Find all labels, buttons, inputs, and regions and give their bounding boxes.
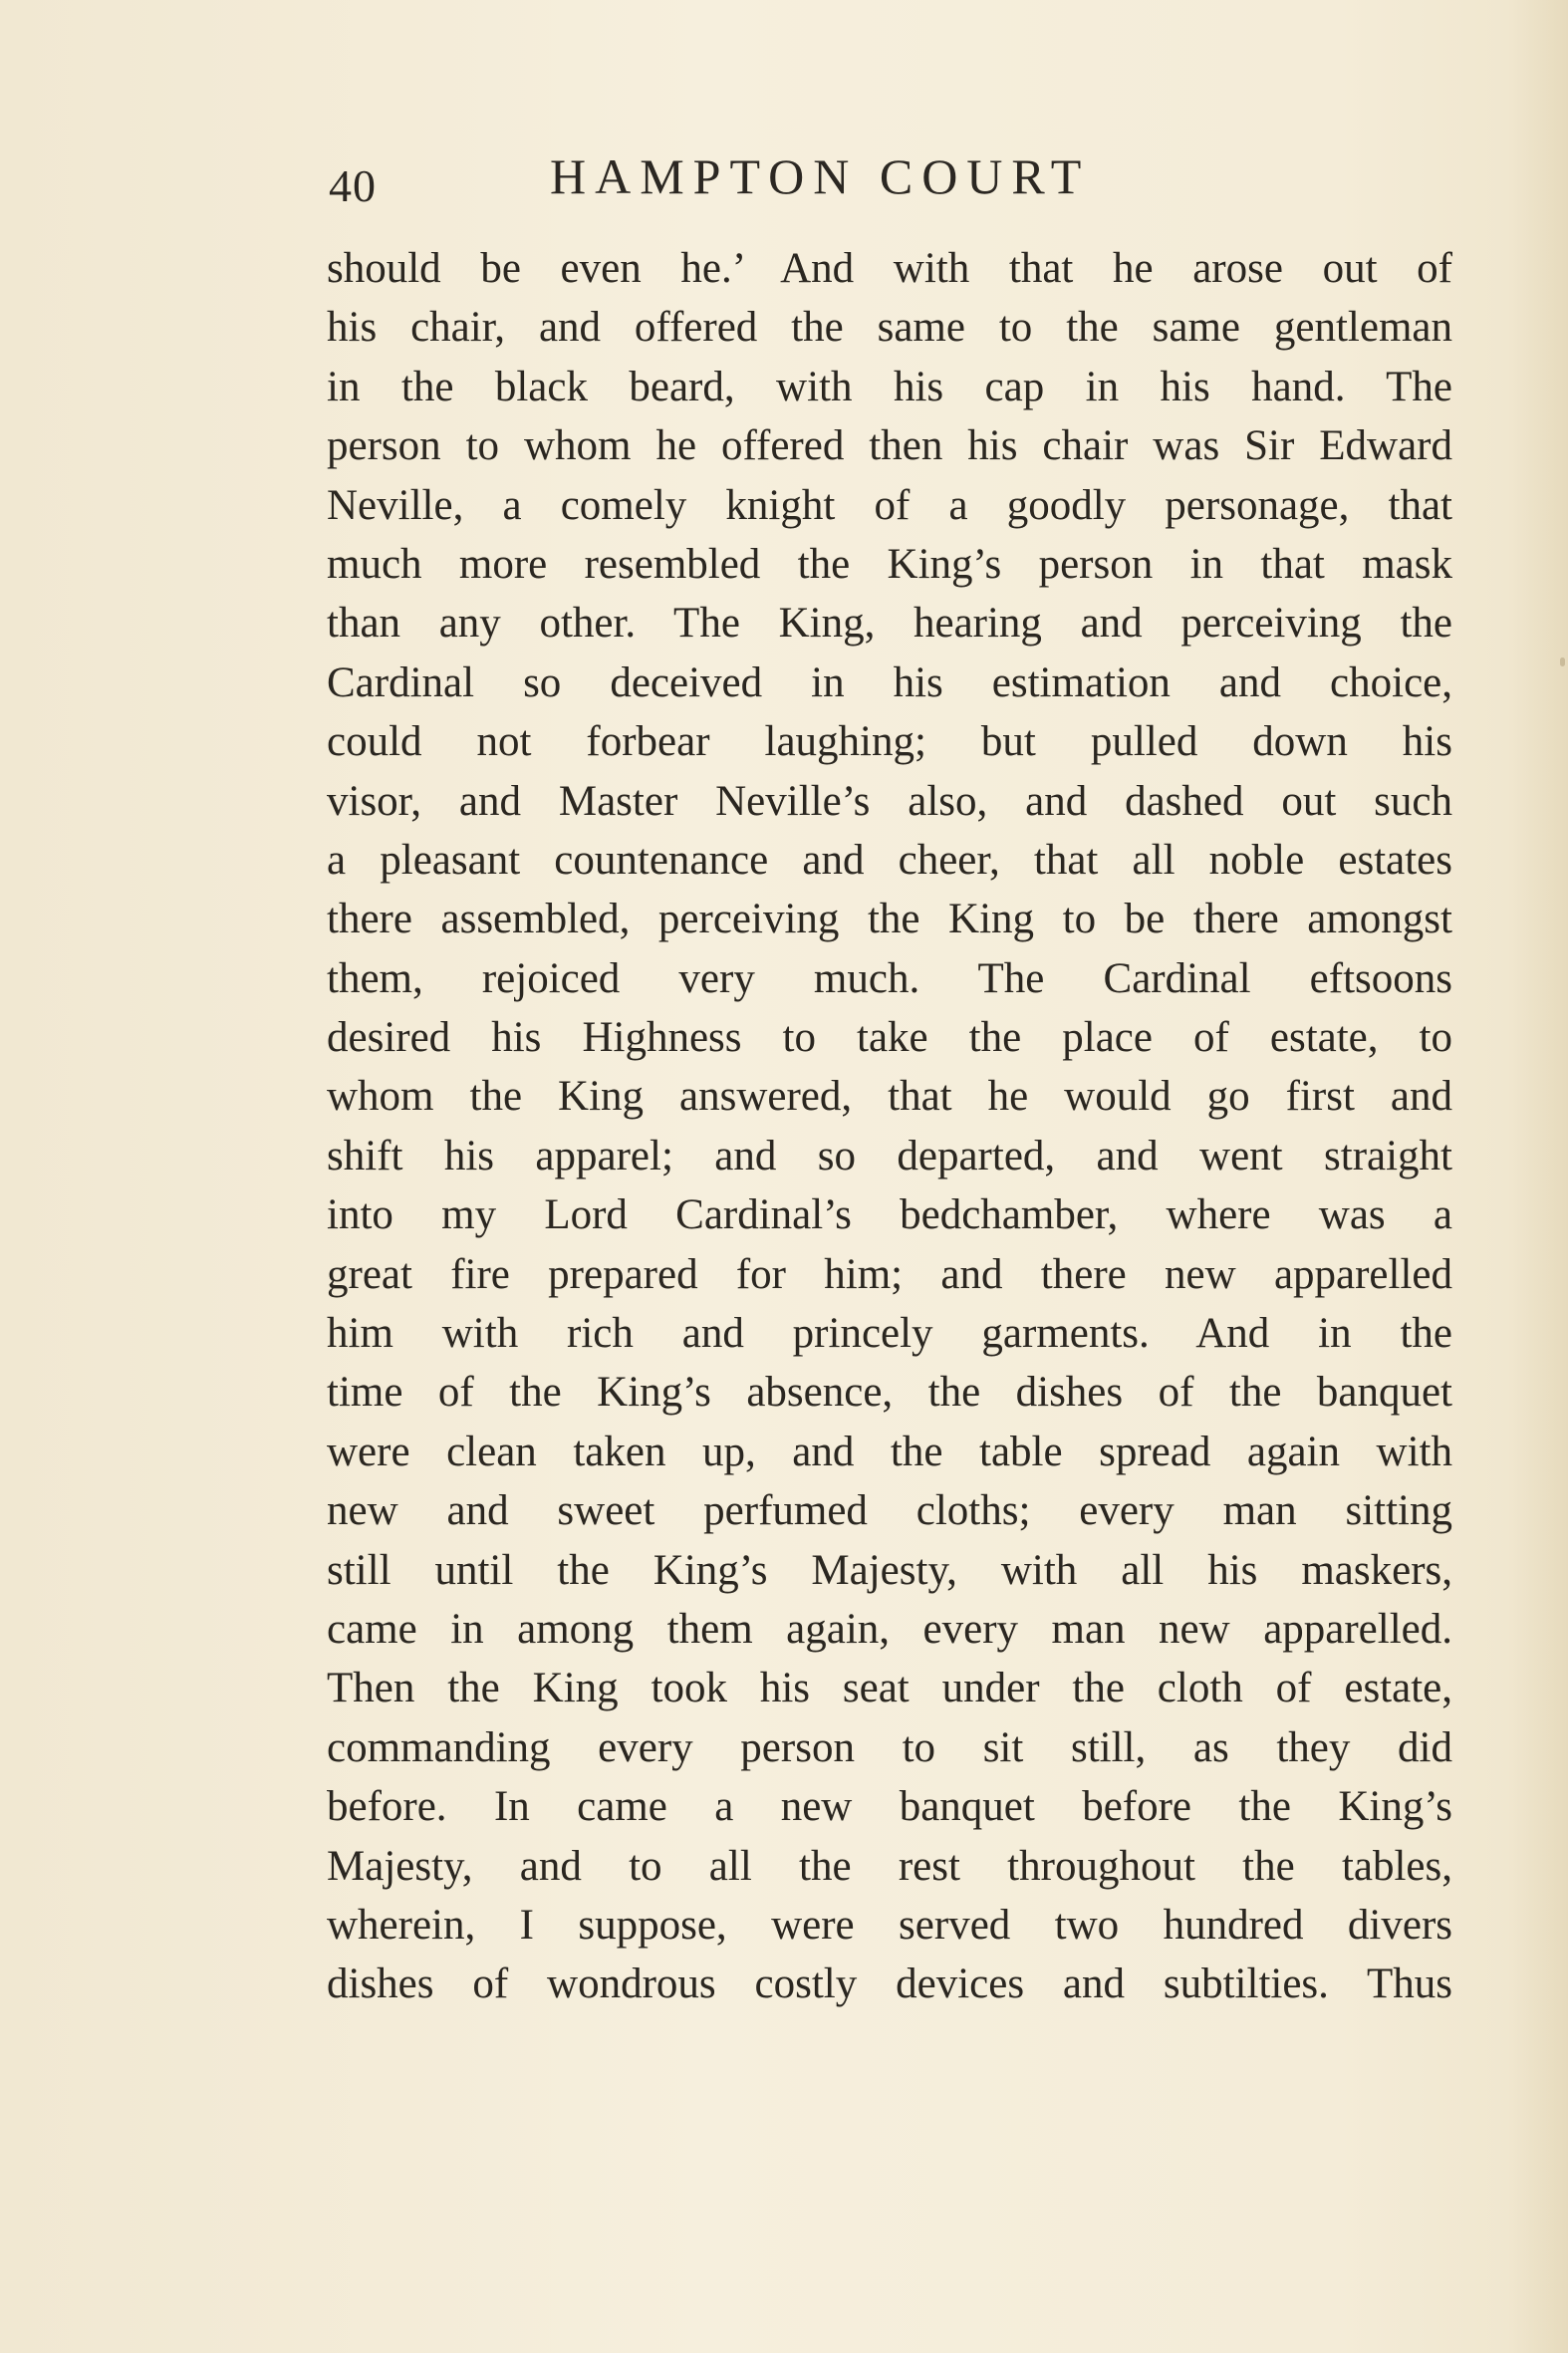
paper-speck	[1560, 657, 1565, 666]
text-line: wherein, I suppose, were served two hundred divers	[327, 1901, 1452, 1949]
text-line: in the black beard, with his cap in his hand. The	[327, 363, 1452, 410]
text-line: still until the King’s Majesty, with all his maskers,	[327, 1546, 1452, 1594]
text-line: Cardinal so deceived in his estimation and choice,	[327, 658, 1452, 706]
text-line: than any other. The King, hearing and perceiving the	[327, 600, 1452, 648]
text-line: shift his apparel; and so departed, and went straight	[327, 1132, 1452, 1179]
text-line: were clean taken up, and the table spread again with	[327, 1428, 1452, 1475]
running-title: HAMPTON COURT	[550, 148, 1091, 204]
body-text	[327, 239, 1452, 2014]
text-line: came in among them again, every man new apparelled.	[327, 1605, 1452, 1653]
text-line: whom the King answered, that he would go first and	[327, 1073, 1452, 1121]
text-line: into my Lord Cardinal’s bedchamber, where was a	[327, 1191, 1452, 1239]
page-header	[329, 147, 1225, 217]
text-line: Then the King took his seat under the cloth of estate,	[327, 1665, 1452, 1712]
page-edge-shadow	[1508, 0, 1568, 2353]
text-line: dishes of wondrous costly devices and subtilties. Thus	[327, 1961, 1452, 2008]
text-line: his chair, and offered the same to the same gentleman	[327, 304, 1452, 352]
text-line: desired his Highness to take the place of estate, to	[327, 1014, 1452, 1062]
text-line: should be even he.’ And with that he arose out of	[327, 245, 1452, 292]
page-number: 40	[329, 160, 377, 211]
text-line: could not forbear laughing; but pulled down his	[327, 718, 1452, 766]
text-line: before. In came a new banquet before the King’s	[327, 1783, 1452, 1831]
text-line: time of the King’s absence, the dishes of the banquet	[327, 1369, 1452, 1417]
text-line: Neville, a comely knight of a goodly personage, that	[327, 481, 1452, 529]
text-line: Majesty, and to all the rest throughout the tables,	[327, 1842, 1452, 1890]
text-line: a pleasant countenance and cheer, that all noble estates	[327, 836, 1452, 884]
text-line: visor, and Master Neville’s also, and dashed out such	[327, 777, 1452, 825]
text-line: there assembled, perceiving the King to be there amongst	[327, 896, 1452, 943]
text-line: person to whom he offered then his chair was Sir Edward	[327, 422, 1452, 470]
text-line: commanding every person to sit still, as they did	[327, 1723, 1452, 1771]
text-line: great fire prepared for him; and there new apparelled	[327, 1250, 1452, 1298]
text-line: him with rich and princely garments. And in the	[327, 1310, 1452, 1358]
text-line: much more resembled the King’s person in that mask	[327, 540, 1452, 588]
text-line: new and sweet perfumed cloths; every man sitting	[327, 1487, 1452, 1535]
text-line: them, rejoiced very much. The Cardinal eftsoons	[327, 954, 1452, 1002]
